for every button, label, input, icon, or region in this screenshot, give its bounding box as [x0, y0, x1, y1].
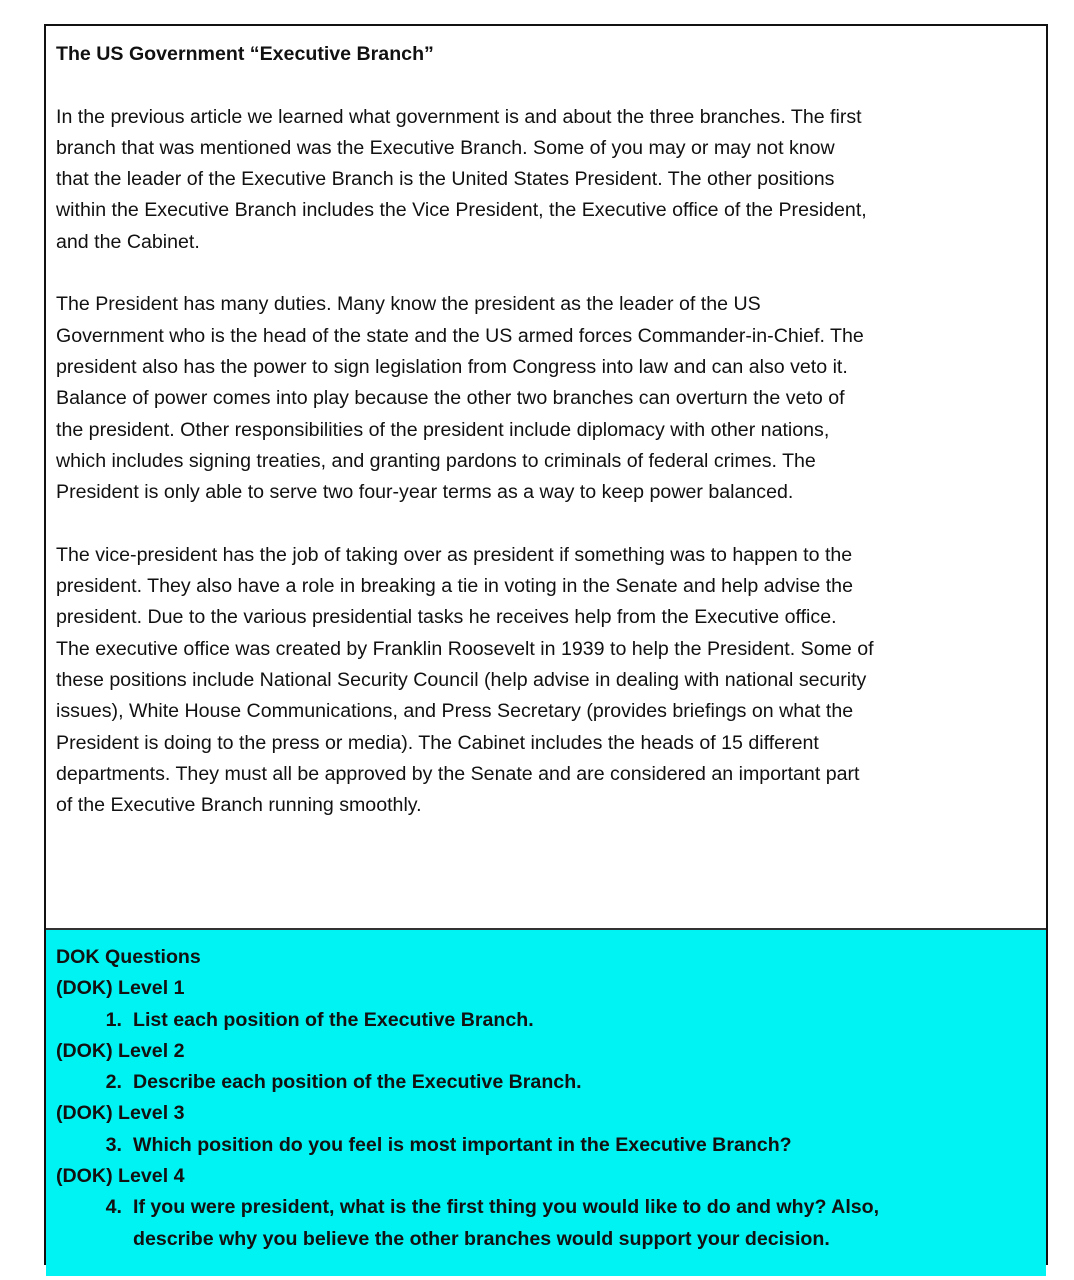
paragraph-line: these positions include National Security Council (help advise in dealing with national security [56, 668, 867, 691]
paragraph-line: departments. They must all be approved by the Senate and are considered an important part [56, 762, 860, 785]
paragraph-line: issues), White House Communications, and Press Secretary (provides briefings on what the [56, 700, 854, 723]
article-title: The US Government “Executive Branch” [56, 43, 434, 65]
question-number: 1. [105, 1008, 122, 1031]
paragraph-line: In the previous article we learned what government is and about the three branches. The first [56, 105, 862, 128]
paragraph-line: president. Due to the various presidential tasks he receives help from the Executive office. [56, 606, 837, 629]
paragraph-line: branch that was mentioned was the Executive Branch. Some of you may or may not know [56, 136, 835, 159]
dok-question [56, 1005, 1046, 1036]
dok-question [56, 1130, 1046, 1161]
paragraph-line: the president. Other responsibilities of the president include diplomacy with other nations, [56, 418, 830, 441]
paragraph-line: which includes signing treaties, and granting pardons to criminals of federal crimes. The [56, 449, 816, 472]
dok-level-label: (DOK) Level 4 [56, 1165, 185, 1188]
dok-level-label: (DOK) Level 2 [56, 1039, 185, 1062]
paragraph-line: President is only able to serve two four-year terms as a way to keep power balanced. [56, 481, 794, 504]
dok-questions-section [46, 930, 1046, 1276]
paragraph-line: Balance of power comes into play because the other two branches can overturn the veto of [56, 387, 845, 410]
question-text: If you were president, what is the first thing you would like to do and why? Also, [133, 1196, 880, 1219]
question-number: 2. [105, 1071, 122, 1094]
question-number: 4. [105, 1196, 122, 1219]
dok-level-label: (DOK) Level 1 [56, 977, 185, 1000]
article-section [46, 26, 1046, 930]
paragraph-line: and the Cabinet. [56, 230, 200, 253]
question-text: Describe each position of the Executive Branch. [133, 1071, 582, 1094]
article-paragraph [56, 102, 1046, 258]
question-number: 3. [105, 1133, 122, 1156]
question-text: describe why you believe the other branches would support your decision. [133, 1227, 830, 1250]
paragraph-line: President is doing to the press or media). The Cabinet includes the heads of 15 different [56, 731, 819, 754]
dok-question [56, 1192, 1046, 1255]
paragraph-line: The President has many duties. Many know the president as the leader of the US [56, 293, 761, 316]
dok-level-label: (DOK) Level 3 [56, 1102, 185, 1125]
paragraph-line: that the leader of the Executive Branch is the United States President. The other positions [56, 168, 835, 191]
paragraph-line: Government who is the head of the state and the US armed forces Commander-in-Chief. The [56, 324, 864, 347]
paragraph-line: The vice-president has the job of taking over as president if something was to happen to the [56, 543, 853, 566]
paragraph-line: president also has the power to sign legislation from Congress into law and can also veto it. [56, 355, 848, 378]
question-text: Which position do you feel is most important in the Executive Branch? [133, 1133, 792, 1156]
article-paragraph [56, 540, 1046, 822]
dok-heading: DOK Questions [56, 946, 201, 968]
document-box [44, 24, 1048, 1265]
paragraph-line: The executive office was created by Franklin Roosevelt in 1939 to help the President. Some of [56, 637, 874, 660]
paragraph-line: within the Executive Branch includes the Vice President, the Executive office of the President, [56, 199, 867, 222]
dok-question [56, 1067, 1046, 1098]
paragraph-line: president. They also have a role in breaking a tie in voting in the Senate and help advise the [56, 575, 853, 598]
paragraph-line: of the Executive Branch running smoothly. [56, 794, 422, 817]
article-paragraph [56, 289, 1046, 508]
question-text: List each position of the Executive Branch. [133, 1008, 534, 1031]
